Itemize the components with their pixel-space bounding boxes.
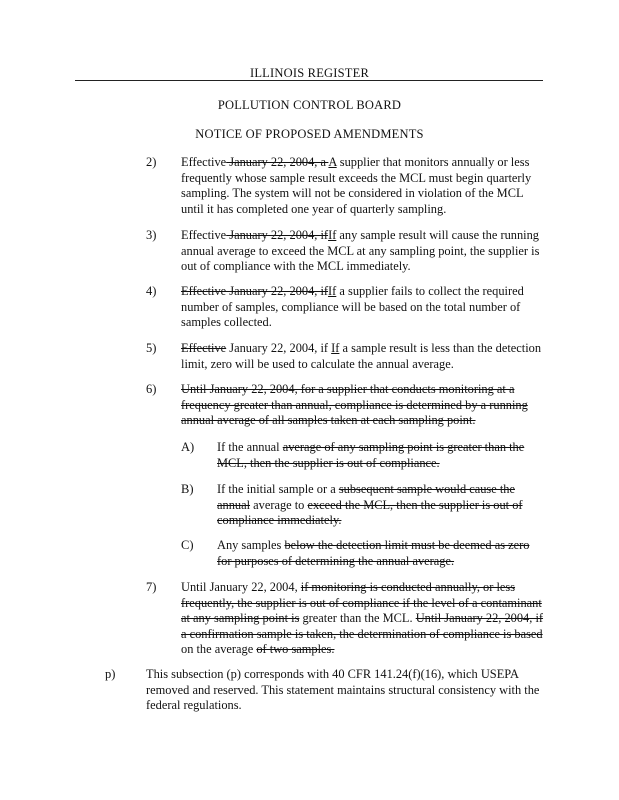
inserted-text: If bbox=[328, 284, 337, 298]
deleted-text: exceed the MCL, then the supplier is out of compliance immediately. bbox=[217, 497, 523, 528]
inserted-text: If bbox=[328, 228, 337, 242]
text-segment: If the annual bbox=[217, 440, 283, 454]
inserted-text: A bbox=[328, 155, 337, 169]
inserted-text: If bbox=[331, 341, 340, 355]
item-text bbox=[181, 228, 544, 275]
deleted-text: average of any sampling point is greater than the MCL, then the supplier is out of compliance. bbox=[217, 440, 525, 470]
deleted-text: if monitoring is conducted annually, or less frequently, the supplier is out of compliance if the level of a contaminant at any sampling point is bbox=[181, 580, 542, 626]
item-text bbox=[181, 382, 544, 429]
deleted-text: January 22, 2004, if bbox=[226, 228, 329, 242]
item-label: 5) bbox=[146, 341, 157, 355]
item-text bbox=[181, 155, 544, 217]
text-segment: Until January 22, 2004, bbox=[181, 580, 301, 594]
item-label: 2) bbox=[146, 155, 157, 169]
item-label: 3) bbox=[146, 228, 157, 242]
text-segment: Effective bbox=[181, 228, 227, 242]
text-segment: any sample result will cause the running annual average to exceed the MCL at any sampling point, the supplier is out of compliance with the MCL immediately. bbox=[181, 228, 540, 274]
deleted-text: Effective January 22, 2004, if bbox=[181, 284, 329, 298]
subitem-label: C) bbox=[181, 538, 194, 552]
register-title: ILLINOIS REGISTER bbox=[249, 66, 369, 80]
subsection-label: p) bbox=[105, 667, 116, 681]
text-segment: average to bbox=[250, 497, 308, 512]
text-segment: a sample result is less than the detection limit, zero will be used to calculate the annual average. bbox=[181, 341, 542, 371]
item-label: 6) bbox=[146, 382, 157, 396]
text-segment: on the average bbox=[181, 642, 257, 657]
text-segment: Any samples bbox=[217, 538, 285, 552]
deleted-text: Effective bbox=[181, 341, 227, 355]
deleted-text: below the detection limit must be deemed as zero for purposes of determining the annual average. bbox=[217, 538, 530, 568]
text-segment: This subsection (p) corresponds with 40 CFR 141.24(f)(16), which USEPA removed and reserved. This statement maintains structural consistency with the federal regulations. bbox=[146, 667, 540, 713]
text-segment: Effective bbox=[181, 155, 227, 169]
text-segment: a supplier fails to collect the required number of samples, compliance will be based on the total number of samples collected. bbox=[181, 284, 524, 330]
subitem-text bbox=[217, 440, 544, 471]
subitem-label: B) bbox=[181, 482, 194, 496]
deleted-text: Until January 22, 2004, if a confirmation sample is taken, the determination of compliance is based bbox=[181, 611, 544, 641]
text-segment: January 22, 2004, if bbox=[226, 341, 332, 355]
deleted-text: January 22, 2004, a bbox=[226, 155, 329, 169]
deleted-text: subsequent sample would cause the annual bbox=[217, 482, 515, 512]
item-label: 4) bbox=[146, 284, 157, 298]
subitem-text bbox=[217, 538, 544, 569]
header-rule bbox=[75, 80, 543, 81]
deleted-text: Until January 22, 2004, for a supplier that conducts monitoring at a frequency greater than annual, compliance is determined by a running annual average of all samples taken at each sampling point. bbox=[181, 382, 528, 428]
item-text bbox=[181, 284, 544, 331]
item-text bbox=[181, 341, 544, 372]
text-segment: If the initial sample or a bbox=[217, 482, 339, 496]
deleted-text: of two samples. bbox=[256, 642, 335, 657]
subsection-text bbox=[146, 667, 544, 714]
item-label: 7) bbox=[146, 580, 157, 594]
text-segment: greater than the MCL. bbox=[299, 611, 416, 626]
notice-title: NOTICE OF PROPOSED AMENDMENTS bbox=[195, 127, 424, 141]
subitem-label: A) bbox=[181, 440, 195, 454]
text-segment: supplier that monitors annually or less frequently whose sample result exceeds the MCL must begin quarterly sampling. The system will not be considered in violation of the MCL until it has completed one year of quarterly sampling. bbox=[181, 155, 532, 216]
board-title: POLLUTION CONTROL BOARD bbox=[217, 98, 402, 112]
subitem-text bbox=[217, 482, 544, 529]
item-text bbox=[181, 580, 544, 658]
